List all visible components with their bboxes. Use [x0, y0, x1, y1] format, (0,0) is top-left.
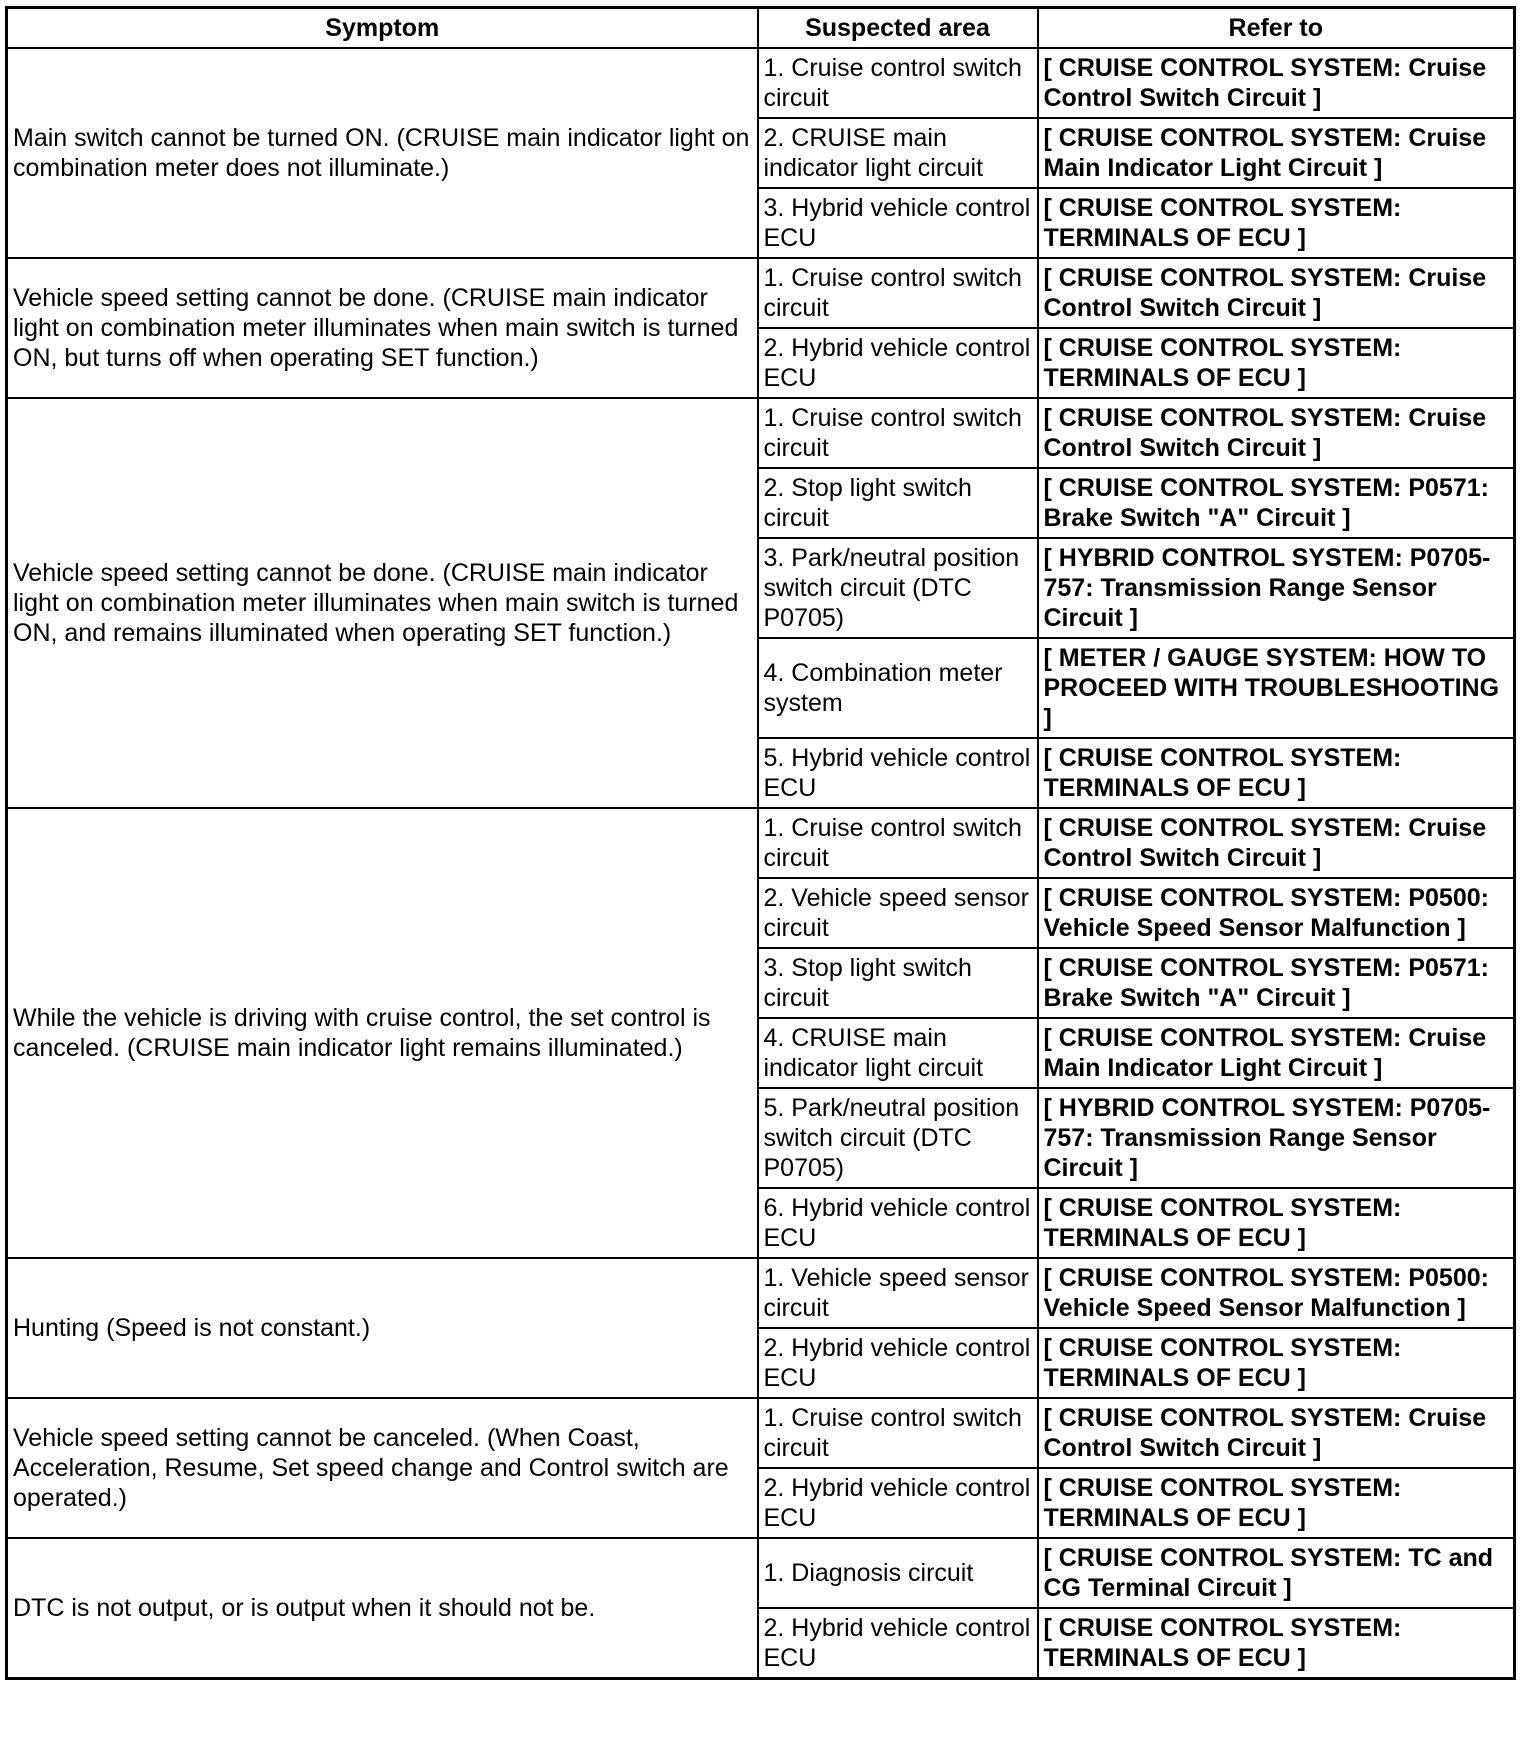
header-row	[7, 8, 1515, 49]
refer-to-cell: [ CRUISE CONTROL SYSTEM: Cruise Control Switch Circuit ]	[1038, 398, 1515, 468]
refer-to-cell: [ CRUISE CONTROL SYSTEM: Cruise Main Indicator Light Circuit ]	[1038, 118, 1515, 188]
symptom-cell: Hunting (Speed is not constant.)	[7, 1258, 758, 1398]
suspected-area-cell: 3. Hybrid vehicle control ECU	[758, 188, 1038, 258]
suspected-area-cell: 2. Stop light switch circuit	[758, 468, 1038, 538]
refer-to-cell: [ CRUISE CONTROL SYSTEM: Cruise Control Switch Circuit ]	[1038, 808, 1515, 878]
suspected-area-cell: 2. CRUISE main indicator light circuit	[758, 118, 1038, 188]
table-row	[7, 1538, 1515, 1608]
refer-to-header: Refer to	[1038, 8, 1515, 49]
suspected-area-cell: 2. Hybrid vehicle control ECU	[758, 1608, 1038, 1679]
refer-to-cell: [ CRUISE CONTROL SYSTEM: Cruise Main Indicator Light Circuit ]	[1038, 1018, 1515, 1088]
symptom-cell: Main switch cannot be turned ON. (CRUISE main indicator light on combination meter does not illuminate.)	[7, 48, 758, 258]
troubleshooting-table-container	[5, 6, 1513, 1680]
suspected-area-cell: 6. Hybrid vehicle control ECU	[758, 1188, 1038, 1258]
refer-to-cell: [ CRUISE CONTROL SYSTEM: P0571: Brake Switch "A" Circuit ]	[1038, 468, 1515, 538]
refer-to-cell: [ CRUISE CONTROL SYSTEM: Cruise Control Switch Circuit ]	[1038, 1398, 1515, 1468]
refer-to-cell: [ CRUISE CONTROL SYSTEM: TERMINALS OF ECU ]	[1038, 1328, 1515, 1398]
refer-to-cell: [ CRUISE CONTROL SYSTEM: TERMINALS OF ECU ]	[1038, 1468, 1515, 1538]
suspected-area-cell: 4. CRUISE main indicator light circuit	[758, 1018, 1038, 1088]
symptom-cell: DTC is not output, or is output when it should not be.	[7, 1538, 758, 1679]
table-row	[7, 1398, 1515, 1468]
suspected-area-cell: 4. Combination meter system	[758, 638, 1038, 738]
refer-to-cell: [ CRUISE CONTROL SYSTEM: P0500: Vehicle Speed Sensor Malfunction ]	[1038, 1258, 1515, 1328]
suspected-area-cell: 3. Stop light switch circuit	[758, 948, 1038, 1018]
table-row	[7, 258, 1515, 328]
symptom-cell: Vehicle speed setting cannot be canceled. (When Coast, Acceleration, Resume, Set speed change and Control switch are operated.)	[7, 1398, 758, 1538]
suspected-area-cell: 1. Cruise control switch circuit	[758, 48, 1038, 118]
suspected-area-cell: 1. Cruise control switch circuit	[758, 398, 1038, 468]
suspected-area-cell: 2. Vehicle speed sensor circuit	[758, 878, 1038, 948]
suspected-area-cell: 1. Cruise control switch circuit	[758, 1398, 1038, 1468]
symptom-cell: Vehicle speed setting cannot be done. (CRUISE main indicator light on combination meter illuminates when main switch is turned ON, but turns off when operating SET function.)	[7, 258, 758, 398]
refer-to-cell: [ CRUISE CONTROL SYSTEM: TERMINALS OF ECU ]	[1038, 738, 1515, 808]
suspected-area-cell: 1. Diagnosis circuit	[758, 1538, 1038, 1608]
suspected-area-cell: 1. Cruise control switch circuit	[758, 808, 1038, 878]
refer-to-cell: [ CRUISE CONTROL SYSTEM: TERMINALS OF ECU ]	[1038, 328, 1515, 398]
refer-to-cell: [ CRUISE CONTROL SYSTEM: TC and CG Terminal Circuit ]	[1038, 1538, 1515, 1608]
suspected-area-cell: 3. Park/neutral position switch circuit (DTC P0705)	[758, 538, 1038, 638]
refer-to-cell: [ CRUISE CONTROL SYSTEM: Cruise Control Switch Circuit ]	[1038, 48, 1515, 118]
troubleshooting-table	[5, 6, 1516, 1680]
table-row	[7, 398, 1515, 468]
suspected-area-cell: 1. Cruise control switch circuit	[758, 258, 1038, 328]
suspected-area-cell: 5. Hybrid vehicle control ECU	[758, 738, 1038, 808]
refer-to-cell: [ METER / GAUGE SYSTEM: HOW TO PROCEED WITH TROUBLESHOOTING ]	[1038, 638, 1515, 738]
suspected-area-cell: 2. Hybrid vehicle control ECU	[758, 328, 1038, 398]
suspected-area-cell: 2. Hybrid vehicle control ECU	[758, 1468, 1038, 1538]
refer-to-cell: [ CRUISE CONTROL SYSTEM: P0571: Brake Switch "A" Circuit ]	[1038, 948, 1515, 1018]
refer-to-cell: [ HYBRID CONTROL SYSTEM: P0705-757: Transmission Range Sensor Circuit ]	[1038, 538, 1515, 638]
suspected-area-cell: 2. Hybrid vehicle control ECU	[758, 1328, 1038, 1398]
refer-to-cell: [ CRUISE CONTROL SYSTEM: Cruise Control Switch Circuit ]	[1038, 258, 1515, 328]
table-row	[7, 48, 1515, 118]
refer-to-cell: [ HYBRID CONTROL SYSTEM: P0705-757: Transmission Range Sensor Circuit ]	[1038, 1088, 1515, 1188]
refer-to-cell: [ CRUISE CONTROL SYSTEM: TERMINALS OF ECU ]	[1038, 1608, 1515, 1679]
table-body	[7, 48, 1515, 1679]
suspected-area-cell: 5. Park/neutral position switch circuit (DTC P0705)	[758, 1088, 1038, 1188]
table-row	[7, 1258, 1515, 1328]
symptom-cell: While the vehicle is driving with cruise control, the set control is canceled. (CRUISE main indicator light remains illuminated.)	[7, 808, 758, 1258]
refer-to-cell: [ CRUISE CONTROL SYSTEM: TERMINALS OF ECU ]	[1038, 188, 1515, 258]
suspected-area-header: Suspected area	[758, 8, 1038, 49]
symptom-cell: Vehicle speed setting cannot be done. (CRUISE main indicator light on combination meter illuminates when main switch is turned ON, and remains illuminated when operating SET function.)	[7, 398, 758, 808]
symptom-header: Symptom	[7, 8, 758, 49]
suspected-area-cell: 1. Vehicle speed sensor circuit	[758, 1258, 1038, 1328]
refer-to-cell: [ CRUISE CONTROL SYSTEM: TERMINALS OF ECU ]	[1038, 1188, 1515, 1258]
refer-to-cell: [ CRUISE CONTROL SYSTEM: P0500: Vehicle Speed Sensor Malfunction ]	[1038, 878, 1515, 948]
table-row	[7, 808, 1515, 878]
